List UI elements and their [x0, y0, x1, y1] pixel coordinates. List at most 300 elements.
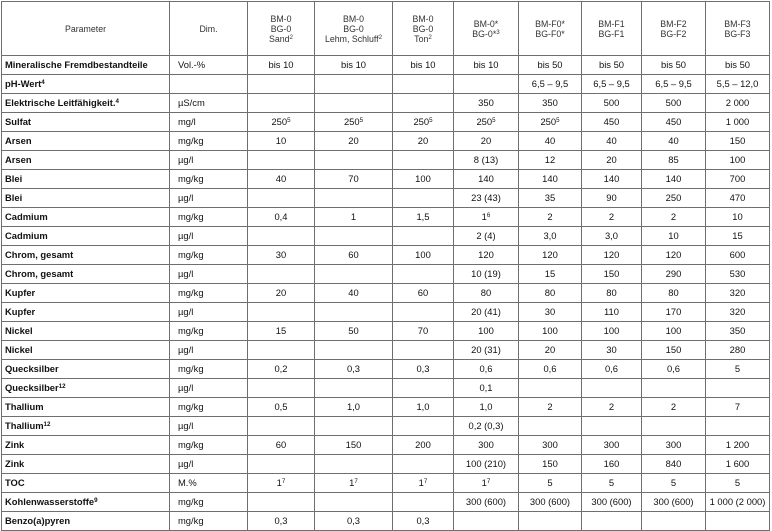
- column-header-line: [251, 24, 311, 34]
- value-text: 80: [668, 287, 679, 298]
- value-text: 500: [603, 97, 620, 108]
- column-header-text: BM-0: [342, 13, 365, 24]
- table-header: [2, 2, 770, 56]
- value-cell: [642, 284, 706, 303]
- value-cell: [582, 132, 642, 151]
- value-cell: [642, 474, 706, 493]
- value-cell: [393, 284, 454, 303]
- value-cell: [519, 75, 582, 94]
- parameter-name: Arsen: [5, 154, 32, 165]
- value-text: 8 (13): [473, 154, 499, 165]
- value-text: 120: [665, 249, 682, 260]
- value-cell: [642, 246, 706, 265]
- unit-text: mg/kg: [178, 325, 204, 336]
- value-text: 50: [348, 325, 359, 336]
- value-cell: [642, 265, 706, 284]
- value-text: 1 600: [725, 458, 750, 469]
- value-text: 80: [480, 287, 492, 298]
- value-text: 300: [478, 439, 494, 450]
- value-text: 140: [665, 173, 682, 184]
- value-cell: [393, 113, 454, 132]
- column-header-line: [318, 14, 389, 24]
- value-cell: [248, 151, 315, 170]
- value-cell: [248, 284, 315, 303]
- value-text: 60: [417, 287, 429, 298]
- value-text: 20 (31): [471, 344, 501, 355]
- value-cell: [519, 474, 582, 493]
- value-text: 10: [732, 211, 743, 222]
- value-text: 2: [608, 211, 615, 222]
- value-cell: [582, 322, 642, 341]
- table-row: [2, 208, 770, 227]
- footnote-mark: 7: [354, 478, 358, 485]
- value-text: 1 200: [725, 439, 750, 450]
- footnote-mark: 7: [423, 478, 428, 485]
- value-cell: [454, 417, 519, 436]
- footnote-mark: 7: [486, 478, 491, 485]
- value-cell: [393, 474, 454, 493]
- value-cell: [706, 398, 770, 417]
- value-cell: [582, 151, 642, 170]
- value-cell: [582, 284, 642, 303]
- value-cell: [519, 208, 582, 227]
- column-header-line: [522, 29, 578, 39]
- unit-text: µg/l: [178, 154, 194, 165]
- value-text: bis 50: [724, 59, 751, 70]
- table-row: [2, 170, 770, 189]
- value-cell: [454, 208, 519, 227]
- value-text: 300: [542, 439, 558, 450]
- parameter-cell: [2, 436, 170, 455]
- footnote-mark: 4: [115, 98, 119, 105]
- value-cell: [454, 322, 519, 341]
- value-cell: [315, 170, 393, 189]
- value-cell: [582, 398, 642, 417]
- column-header-text: BG-F1: [598, 28, 625, 39]
- value-cell: [706, 113, 770, 132]
- value-text: 2: [670, 211, 677, 222]
- table-row: [2, 284, 770, 303]
- footnote-mark: 9: [94, 497, 98, 504]
- parameter-cell: [2, 284, 170, 303]
- value-cell: [519, 303, 582, 322]
- value-text: 5,5 – 12,0: [716, 78, 759, 89]
- value-text: 150: [542, 458, 558, 469]
- table-row: [2, 398, 770, 417]
- value-cell: [393, 56, 454, 75]
- unit-text: Vol.-%: [178, 59, 206, 70]
- value-cell: [248, 170, 315, 189]
- column-header-line: [318, 34, 389, 44]
- value-text: 0,3: [416, 515, 430, 526]
- value-text: 300: [603, 439, 620, 450]
- value-cell: [454, 132, 519, 151]
- value-cell: [642, 113, 706, 132]
- value-cell: [454, 493, 519, 512]
- value-text: 1: [350, 211, 357, 222]
- value-cell: [248, 512, 315, 531]
- value-text: 350: [478, 97, 494, 108]
- column-header-line: [585, 29, 638, 39]
- table-body: [2, 56, 770, 531]
- column-header-text: BM-0*: [473, 18, 499, 29]
- value-cell: [454, 398, 519, 417]
- value-text: 20: [275, 287, 287, 298]
- value-text: 2 (4): [476, 230, 496, 241]
- parameter-name: Thallium: [5, 420, 44, 431]
- value-cell: [582, 436, 642, 455]
- footnote-mark: 5: [556, 117, 560, 124]
- unit-text: mg/kg: [178, 135, 204, 146]
- value-cell: [519, 94, 582, 113]
- value-cell: [248, 113, 315, 132]
- parameter-cell: [2, 246, 170, 265]
- value-cell: [706, 379, 770, 398]
- value-cell: [642, 379, 706, 398]
- unit-cell: [170, 398, 248, 417]
- value-cell: [315, 322, 393, 341]
- footnote-mark: 5: [287, 117, 291, 124]
- value-text: bis 10: [473, 59, 499, 70]
- value-text: 3,0: [543, 230, 557, 241]
- value-cell: [642, 227, 706, 246]
- value-cell: [454, 170, 519, 189]
- value-cell: [248, 246, 315, 265]
- value-cell: [454, 94, 519, 113]
- value-cell: [519, 398, 582, 417]
- value-cell: [315, 151, 393, 170]
- value-cell: [393, 322, 454, 341]
- value-cell: [248, 56, 315, 75]
- value-cell: [706, 170, 770, 189]
- value-cell: [248, 436, 315, 455]
- unit-text: µg/l: [178, 306, 194, 317]
- value-cell: [642, 170, 706, 189]
- footnote-mark: 3: [496, 28, 500, 36]
- value-cell: [642, 341, 706, 360]
- parameter-cell: [2, 322, 170, 341]
- value-cell: [642, 189, 706, 208]
- value-cell: [248, 75, 315, 94]
- parameter-cell: [2, 189, 170, 208]
- value-cell: [454, 474, 519, 493]
- column-header: [454, 2, 519, 56]
- value-text: 0,4: [274, 211, 288, 222]
- value-cell: [315, 189, 393, 208]
- value-text: 1,0: [416, 401, 430, 412]
- parameter-cell: [2, 56, 170, 75]
- value-cell: [393, 398, 454, 417]
- table-row: [2, 512, 770, 531]
- table-row: [2, 227, 770, 246]
- value-cell: [519, 170, 582, 189]
- parameter-name: Cadmium: [5, 211, 48, 222]
- unit-text: mg/kg: [178, 515, 204, 526]
- value-cell: [393, 417, 454, 436]
- value-cell: [582, 189, 642, 208]
- value-text: 35: [544, 192, 556, 203]
- value-text: 90: [606, 192, 617, 203]
- column-header-text: Dim.: [199, 23, 218, 34]
- column-header: [2, 2, 170, 56]
- value-cell: [393, 379, 454, 398]
- value-text: 170: [665, 306, 682, 317]
- value-cell: [393, 455, 454, 474]
- limit-values-table: [1, 1, 770, 531]
- value-text: 30: [544, 306, 556, 317]
- unit-text: µg/l: [178, 344, 194, 355]
- column-header-text: BM-F1: [598, 18, 625, 29]
- unit-text: µg/l: [178, 268, 194, 279]
- value-text: 150: [603, 268, 620, 279]
- value-text: 300: [665, 439, 682, 450]
- value-text: 0,6: [543, 363, 557, 374]
- table-row: [2, 75, 770, 94]
- column-header: [170, 2, 248, 56]
- footnote-mark: 2: [428, 33, 432, 41]
- value-cell: [519, 360, 582, 379]
- unit-cell: [170, 455, 248, 474]
- parameter-name: Arsen: [5, 135, 32, 146]
- value-text: 100: [415, 173, 431, 184]
- value-text: 40: [668, 135, 679, 146]
- value-cell: [454, 455, 519, 474]
- parameter-cell: [2, 151, 170, 170]
- column-header-text: BG-F2: [660, 28, 687, 39]
- footnote-mark: 5: [429, 117, 433, 124]
- value-text: 300 (600): [591, 496, 632, 507]
- value-text: 100: [603, 325, 620, 336]
- value-cell: [519, 246, 582, 265]
- value-text: 3,0: [604, 230, 619, 241]
- value-text: 470: [729, 192, 746, 203]
- value-text: 2 000: [725, 97, 750, 108]
- value-text: 1: [276, 477, 282, 488]
- unit-text: mg/kg: [178, 287, 204, 298]
- column-header-text: Sand: [269, 33, 290, 44]
- value-cell: [582, 341, 642, 360]
- value-text: 30: [275, 249, 287, 260]
- column-header: [642, 2, 706, 56]
- column-header-text: BG-0: [412, 23, 434, 34]
- table-row: [2, 113, 770, 132]
- value-cell: [454, 56, 519, 75]
- table-row: [2, 322, 770, 341]
- unit-text: mg/kg: [178, 439, 204, 450]
- value-text: 1: [481, 211, 487, 222]
- value-cell: [454, 379, 519, 398]
- value-text: 85: [668, 154, 679, 165]
- parameter-cell: [2, 113, 170, 132]
- table-row: [2, 379, 770, 398]
- unit-cell: [170, 341, 248, 360]
- column-header-text: BM-0: [270, 13, 292, 24]
- footnote-mark: 12: [43, 421, 51, 428]
- value-text: 0,5: [274, 401, 288, 412]
- value-text: 100: [665, 325, 682, 336]
- unit-cell: [170, 132, 248, 151]
- parameter-cell: [2, 208, 170, 227]
- column-header: [248, 2, 315, 56]
- column-header: [519, 2, 582, 56]
- header-row: [2, 2, 770, 56]
- value-text: 20 (41): [471, 306, 501, 317]
- unit-text: mg/kg: [178, 401, 204, 412]
- value-cell: [454, 512, 519, 531]
- value-cell: [706, 208, 770, 227]
- column-header-line: [645, 19, 702, 29]
- value-text: 450: [603, 116, 620, 127]
- value-text: 20: [480, 135, 492, 146]
- value-text: 2: [547, 401, 553, 412]
- footnote-mark: 6: [486, 212, 491, 219]
- value-cell: [393, 94, 454, 113]
- value-text: 140: [542, 173, 558, 184]
- parameter-cell: [2, 170, 170, 189]
- parameter-name: Nickel: [5, 344, 33, 355]
- unit-cell: [170, 322, 248, 341]
- value-cell: [454, 189, 519, 208]
- value-text: bis 50: [537, 59, 563, 70]
- value-cell: [706, 56, 770, 75]
- parameter-name: Chrom, gesamt: [5, 268, 74, 279]
- value-text: 0,3: [346, 363, 361, 374]
- unit-text: µS/cm: [178, 97, 205, 108]
- value-text: 40: [544, 135, 556, 146]
- unit-cell: [170, 189, 248, 208]
- parameter-cell: [2, 341, 170, 360]
- value-cell: [519, 189, 582, 208]
- column-header-text: BG-0: [343, 23, 364, 34]
- table-row: [2, 360, 770, 379]
- unit-cell: [170, 170, 248, 189]
- value-cell: [642, 132, 706, 151]
- column-header: [706, 2, 770, 56]
- value-text: 200: [415, 439, 431, 450]
- value-text: 2: [670, 401, 677, 412]
- value-text: 100: [729, 154, 746, 165]
- parameter-name: Sulfat: [5, 116, 32, 127]
- value-text: 15: [732, 230, 743, 241]
- value-cell: [393, 170, 454, 189]
- value-text: 20: [417, 135, 429, 146]
- unit-text: µg/l: [178, 230, 194, 241]
- value-cell: [706, 94, 770, 113]
- footnote-mark: 2: [378, 33, 383, 41]
- value-cell: [706, 474, 770, 493]
- value-text: 80: [544, 287, 556, 298]
- value-cell: [706, 341, 770, 360]
- column-header-text: BM-F2: [660, 18, 687, 29]
- value-cell: [454, 113, 519, 132]
- value-cell: [519, 56, 582, 75]
- value-text: 80: [606, 287, 617, 298]
- value-cell: [519, 265, 582, 284]
- value-cell: [706, 151, 770, 170]
- value-text: 320: [729, 287, 746, 298]
- value-text: 250: [413, 116, 430, 127]
- parameter-name: Kupfer: [5, 287, 36, 298]
- value-cell: [393, 208, 454, 227]
- parameter-cell: [2, 493, 170, 512]
- value-cell: [582, 512, 642, 531]
- value-cell: [315, 75, 393, 94]
- value-cell: [315, 360, 393, 379]
- value-cell: [582, 474, 642, 493]
- value-cell: [582, 113, 642, 132]
- column-header-text: BM-F3: [724, 18, 751, 29]
- value-cell: [393, 303, 454, 322]
- value-cell: [519, 113, 582, 132]
- value-text: 20: [606, 154, 617, 165]
- value-text: 140: [603, 173, 620, 184]
- value-cell: [519, 227, 582, 246]
- value-text: 20: [348, 135, 359, 146]
- value-cell: [315, 284, 393, 303]
- unit-text: mg/kg: [178, 496, 204, 507]
- value-cell: [706, 436, 770, 455]
- parameter-cell: [2, 94, 170, 113]
- value-cell: [642, 455, 706, 474]
- value-text: 0,6: [666, 363, 681, 374]
- parameter-name: Blei: [5, 192, 23, 203]
- value-cell: [519, 493, 582, 512]
- column-header-text: BM-0: [412, 13, 434, 24]
- value-cell: [315, 208, 393, 227]
- parameter-cell: [2, 417, 170, 436]
- value-cell: [248, 265, 315, 284]
- table-row: [2, 265, 770, 284]
- value-text: 0,1: [479, 382, 493, 393]
- value-text: 280: [729, 344, 746, 355]
- value-cell: [706, 417, 770, 436]
- value-text: 120: [603, 249, 620, 260]
- unit-text: µg/l: [178, 458, 194, 469]
- table-row: [2, 436, 770, 455]
- unit-text: mg/kg: [178, 363, 204, 374]
- value-text: 5: [547, 477, 553, 488]
- value-text: 150: [729, 135, 746, 146]
- value-cell: [582, 227, 642, 246]
- value-text: 250: [665, 192, 682, 203]
- parameter-cell: [2, 398, 170, 417]
- unit-cell: [170, 151, 248, 170]
- value-text: 12: [544, 154, 556, 165]
- value-cell: [642, 398, 706, 417]
- parameter-name: Mineralische Fremdbestandteile: [5, 59, 148, 70]
- value-cell: [706, 189, 770, 208]
- value-cell: [454, 360, 519, 379]
- value-cell: [582, 75, 642, 94]
- unit-cell: [170, 493, 248, 512]
- value-cell: [315, 474, 393, 493]
- column-header-text: BG-0*: [472, 28, 497, 39]
- column-header: [315, 2, 393, 56]
- value-text: 160: [603, 458, 620, 469]
- value-cell: [519, 132, 582, 151]
- value-cell: [642, 151, 706, 170]
- value-cell: [393, 493, 454, 512]
- table-row: [2, 151, 770, 170]
- value-text: 150: [345, 439, 362, 450]
- value-text: 150: [665, 344, 682, 355]
- value-text: 0,2: [274, 363, 288, 374]
- column-header-line: [585, 19, 638, 29]
- unit-cell: [170, 284, 248, 303]
- value-cell: [642, 436, 706, 455]
- value-text: 600: [729, 249, 746, 260]
- value-text: 100: [542, 325, 558, 336]
